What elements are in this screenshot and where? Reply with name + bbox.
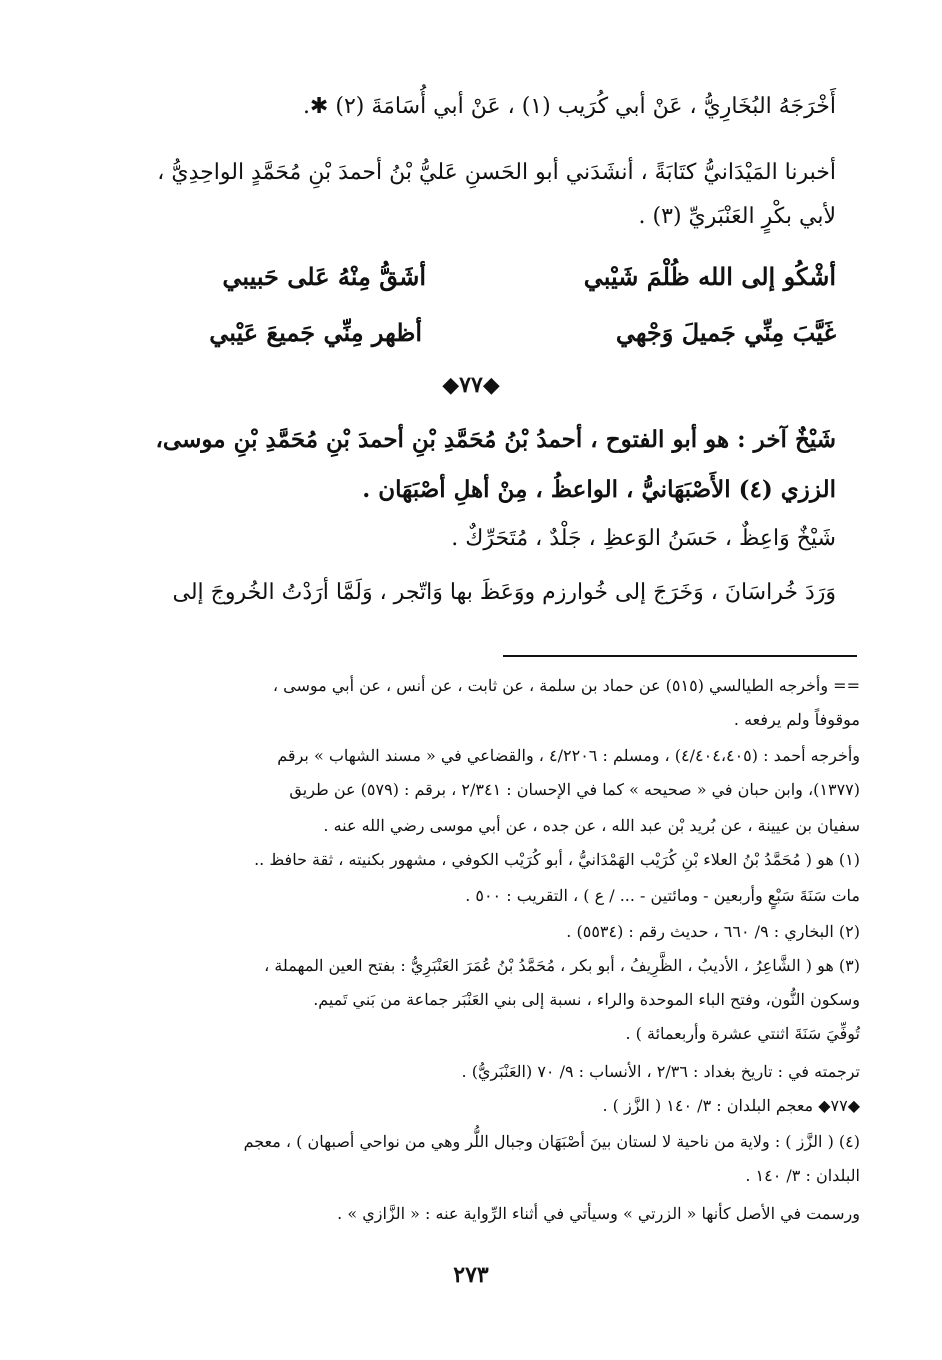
footnote-line: (١) هو ( مُحَمَّدُ بْنُ العلاء بْنِ كُرَيْب الهَمْدَانيُّ ، أبو كُرَيْب الكوفي ، مشهور بكنيته ، ثقة حافظ .. xyxy=(254,850,860,869)
verse-2-left: أظهر مِنِّي جَميعَ عَيْبي xyxy=(209,318,422,347)
footnote-line: (٣) هو ( الشَّاعِرُ ، الأديبُ ، الظَّرِيفُ ، أبو بكر ، مُحَمَّدُ بْنُ عُمَرَ العَنْبَرِيُّ : بفتح العين المهملة ، xyxy=(264,956,860,975)
verse-1-right: أشْكُو إلى الله ظُلْمَ شَيْبي xyxy=(583,262,836,291)
footnote-line: وأخرجه أحمد : (٤/٤٠٤،٤٠٥) ، ومسلم : ٤/٢٢٠٦ ، والقضاعي في « مسند الشهاب » برقم xyxy=(277,746,860,765)
text-line: لأبي بكْرٍ العَنْبَريِّ (٣) . xyxy=(638,204,836,229)
footnote-line: ورسمت في الأصل كأنها « الزرتي » وسيأتي في أثناء الرِّواية عنه : « الزَّازي » . xyxy=(337,1204,860,1223)
footnote-line: ترجمته في : تاريخ بغداد : ٢/٣٦ ، الأنساب : ٩/ ٧٠ (العَنْبَريُّ) . xyxy=(461,1062,860,1081)
footnote-line: == وأخرجه الطيالسي (٥١٥) عن حماد بن سلمة ، عن ثابت ، عن أنس ، عن أبي موسى ، xyxy=(272,676,860,695)
text-line: أَخْرَجَهُ البُخَارِيُّ ، عَنْ أبي كُرَيب (١) ، عَنْ أبي أُسَامَةَ (٢) ✱. xyxy=(302,94,836,119)
entry-marker: ◆٧٧◆ xyxy=(442,372,500,398)
verse-1-left: أشَقُّ مِنْهُ عَلى حَبيبي xyxy=(222,262,426,291)
footnote-line: موقوفاً ولم يرفعه . xyxy=(733,710,860,729)
text-line: أخبرنا المَيْدَانيُّ كتَابَةً ، أنشَدَني أبو الحَسنِ عَليُّ بْنُ أحمدَ بْنِ مُحَمَّدٍ الواحِدِيُّ ، xyxy=(157,160,836,185)
text-line: شَيْخٌ وَاعِظٌ ، حَسَنُ الوَعظِ ، جَلْدٌ ، مُتَحَرِّكٌ . xyxy=(451,526,836,551)
footnote-divider xyxy=(503,655,857,657)
footnote-line: تُوفِّيَ سَنَةَ اثنتي عشرة وأربعمائة ) . xyxy=(625,1024,860,1043)
footnote-line: وسكون النُّون، وفتح الباء الموحدة والراء ، نسبة إلى بني العَنْبَر جماعة من بَني تَميم. xyxy=(313,990,860,1009)
footnote-line: البلدان : ٣/ ١٤٠ . xyxy=(745,1166,860,1185)
text-line: وَرَدَ خُراسَانَ ، وَخَرَجَ إلى خُوارزم ووَعَظَ بها وَاتّجر ، وَلَمَّا أرَدْتُ الخُروجَ إلى xyxy=(172,580,836,605)
text-line: شَيْخٌ آخر : هو أبو الفتوح ، أحمدُ بْنُ مُحَمَّدِ بْنِ أحمدَ بْنِ مُحَمَّدِ بْنِ موسى، xyxy=(155,426,836,453)
footnote-line: (٢) البخاري : ٩/ ٦٦٠ ، حديث رقم : (٥٥٣٤) . xyxy=(566,922,860,941)
page-number: ٢٧٣ xyxy=(453,1262,489,1288)
text-line: الززي (٤) الأَصْبَهَانيُّ ، الواعظُ ، مِنْ أهلِ أصْبَهَان . xyxy=(362,476,836,503)
footnote-line: (٤) ( الزَّز ) : ولاية من ناحية لا لستان بينَ أصْبَهَان وجبال اللُّر وهي من نواحي أصبهان ) ، معجم xyxy=(243,1132,860,1151)
footnote-line: (١٣٧٧)، وابن حبان في « صحيحه » كما في الإحسان : ٢/٣٤١ ، برقم : (٥٧٩) عن طريق xyxy=(289,780,860,799)
verse-2-right: غَيَّبَ مِنِّي جَميلَ وَجْهي xyxy=(615,318,836,347)
footnote-line: ◆٧٧◆ معجم البلدان : ٣/ ١٤٠ ( الزَّز ) . xyxy=(602,1096,860,1115)
footnote-line: سفيان بن عيينة ، عن بُريد بْن عبد الله ، عن جده ، عن أبي موسى رضي الله عنه . xyxy=(323,816,860,835)
footnote-line: مات سَنَةَ سَبْعٍ وأربعين - ومائتين - ... / ع ) ، التقريب : ٥٠٠ . xyxy=(465,886,860,905)
